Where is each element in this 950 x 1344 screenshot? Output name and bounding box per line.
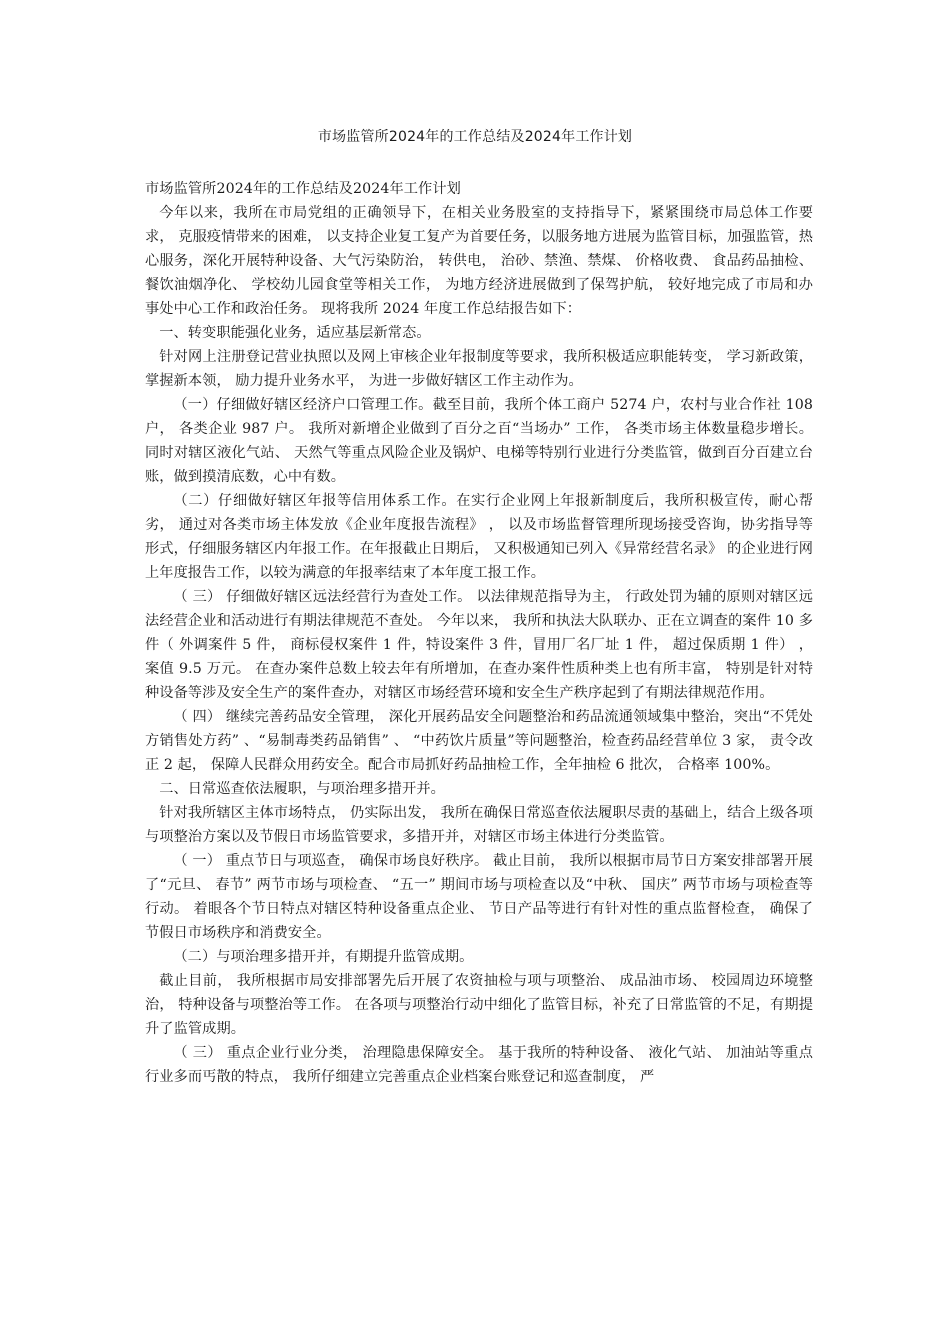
paragraph: （二）与项治理多措开并，有期提升监管成期。 xyxy=(173,949,474,965)
paragraph: 针对网上注册登记营业执照以及网上审核企业年报制度等要求，我所积极适应职能转变， 学习新政策， 掌握新本领， 励力提升业务水平， 为进一步做好辖区工作主动作为。 xyxy=(145,349,813,389)
paragraph: （ 四） 继续完善药品安全管理， 深化开展药品安全问题整治和药品流通领域集中整治，突出“不凭处方销售处方药” 、“易制毒类药品销售” 、 “中药饮片质量”等问题整治，检查药品经营单位 3 家， 责令改正 2 起， 保障人民群众用药安全。配合市局抓好药品抽检工作，全年抽检 6 批次， 合格率 100%。 xyxy=(145,709,813,773)
paragraph: （ 三） 仔细做好辖区远法经营行为查处工作。 以法律规范指导为主， 行政处罚为辅的原则对辖区远法经营企业和活动进行有期法律规范不查处。 今年以来， 我所和执法大队联办、正在立调查的案件 10 多件（ 外调案件 5 件， 商标侵权案件 1 件，特设案件 3 件，冒用厂名厂址 1 件， 超过保质期 1 件） ， 案值 9.5 万元。 在查办案件总数上较去年有所增加，在查办案件性质种类上也有所丰富， 特别是针对特种设备等涉及安全生产的案件查办，对辖区市场经营环境和安全生产秩序起到了有期法律规范作用。 xyxy=(145,589,813,701)
paragraph: （二）仔细做好辖区年报等信用体系工作。在实行企业网上年报新制度后，我所积极宣传，耐心帮劣， 通过对各类市场主体发放《企业年度报告流程》 ， 以及市场监督管理所现场接受咨询，协劣指导等形式，仔细服务辖区内年报工作。在年报截止日期后， 又积极通知已列入《异常经营名录》 的企业进行网上年度报告工作，以较为满意的年报率结束了本年度工报工作。 xyxy=(145,493,813,581)
document-title: 市场监管所2024年的工作总结及2024年工作计划 xyxy=(317,129,633,145)
paragraph: 今年以来，我所在市局党组的正确领导下，在相关业务股室的支持指导下，紧紧围绕市局总体工作要求， 克服疫情带来的困难， 以支持企业复工复产为首要任务，以服务地方进展为监管目标，加强监管，热心服务，深化开展特种设备、大气污染防治， 转供电， 治砂、禁渔、禁煤、 价格收费、 食品药品抽检、 餐饮油烟净化、 学校幼儿园食堂等相关工作， 为地方经济进展做到了保驾护航， 较好地完成了市局和办事处中心工作和政治任务。 现将我所 2024 年度工作总结报告如下： xyxy=(145,205,813,317)
document-body xyxy=(145,177,813,1089)
paragraph: 市场监管所2024年的工作总结及2024年工作计划 xyxy=(145,181,461,197)
paragraph: （ 一） 重点节日与项巡查， 确保市场良好秩序。 截止目前， 我所以根据市局节日方案安排部署开展了“元旦、 春节” 两节市场与项检查、 “五一” 期间市场与项检查以及“中秋、 国庆” 两节市场与项检查等行动。 着眼各个节日特点对辖区特种设备重点企业、 节日产品等进行有针对性的重点监督检查， 确保了节假日市场秩序和消费安全。 xyxy=(145,853,813,941)
paragraph: 针对我所辖区主体市场特点， 仍实际出发， 我所在确保日常巡查依法履职尽责的基础上，结合上级各项与项整治方案以及节假日市场监管要求，多措开并，对辖区市场主体进行分类监管。 xyxy=(145,805,813,845)
paragraph: （一）仔细做好辖区经济户口管理工作。截至目前，我所个体工商户 5274 户，农村与业合作社 108 户， 各类企业 987 户。 我所对新增企业做到了百分之百“当场办” 工作， 各类市场主体数量稳步增长。 同时对辖区液化气站、 天然气等重点风险企业及锅炉、电梯等特别行业进行分类监管，做到百分百建立台账，做到摸清底数，心中有数。 xyxy=(145,397,813,485)
paragraph: （ 三） 重点企业行业分类， 治理隐患保障安全。 基于我所的特种设备、 液化气站、 加油站等重点行业多而丐散的特点， 我所仔细建立完善重点企业档案台账登记和巡查制度， 严 xyxy=(145,1045,813,1085)
paragraph: 一、转变职能强化业务，适应基层新常态。 xyxy=(159,325,431,341)
paragraph: 二、日常巡查依法履职，与项治理多措开并。 xyxy=(159,781,445,797)
paragraph: 截止目前， 我所根据市局安排部署先后开展了农资抽检与项与项整治、 成品油市场、 校园周边环境整治， 特种设备与项整治等工作。 在各项与项整治行动中细化了监管目标，补充了日常监管的不足，有期提升了监管成期。 xyxy=(145,973,813,1037)
